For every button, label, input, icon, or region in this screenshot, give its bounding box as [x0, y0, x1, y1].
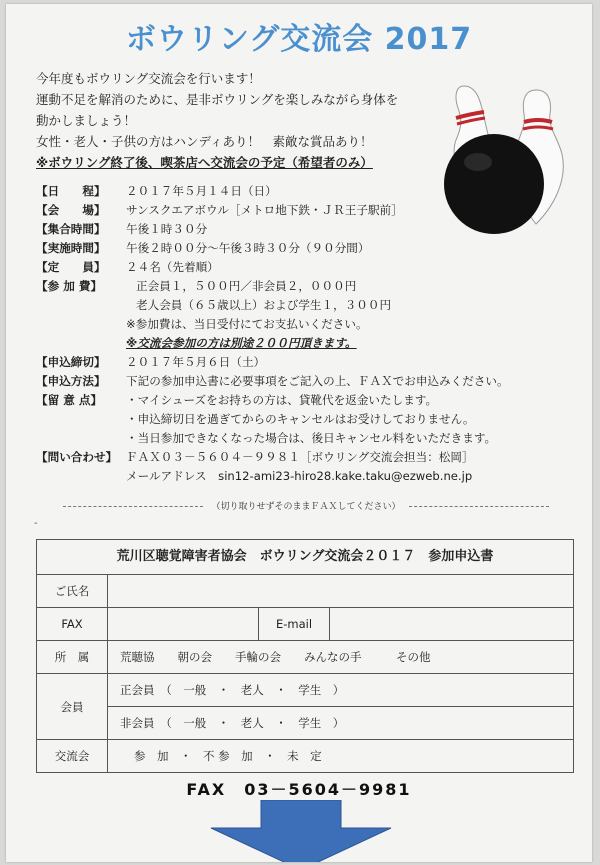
detail-row-method — [36, 372, 566, 391]
member-regular-option[interactable]: 正会員 （ 一般 ・ 老人 ・ 学生 ） — [108, 674, 573, 707]
detail-row-capacity — [36, 258, 566, 277]
form-row-party — [37, 740, 573, 772]
detail-value: ・マイシューズをお持ちの方は、貸靴代を返金いたします。 — [126, 393, 438, 407]
detail-row-gather — [36, 220, 566, 239]
detail-row-contact — [36, 448, 566, 467]
dashed-divider — [63, 506, 203, 507]
member-non-option[interactable]: 非会員 （ 一般 ・ 老人 ・ 学生 ） — [120, 716, 345, 730]
form-label: 所 属 — [37, 641, 108, 673]
detail-row-fee — [36, 277, 566, 296]
party-options[interactable]: 参 加 ・ 不 参 加 ・ 未 定 — [134, 749, 322, 763]
cut-mark: - — [34, 518, 38, 529]
fax-number-footer: FAX 03－5604－9981 — [186, 780, 412, 799]
form-row-contact — [37, 608, 573, 641]
form-label: 交流会 — [37, 740, 108, 772]
detail-label: 【留 意 点】 — [36, 393, 103, 407]
detail-value: サンスクエアボウル［メトロ地下鉄・ＪＲ王子駅前］ — [126, 203, 403, 217]
notes-item: ・申込締切日を過ぎてからのキャンセルはお受けしておりません。 — [126, 412, 475, 426]
detail-value: ２０１７年５月１４日（日） — [126, 184, 277, 198]
event-details — [36, 182, 566, 486]
intro-line: 今年度もボウリング交流会を行います！ — [36, 71, 261, 86]
detail-value: ２４名（先着順） — [126, 260, 219, 274]
name-field[interactable] — [108, 575, 573, 607]
page-title: ボウリング交流会 2017 — [125, 22, 473, 57]
detail-label: 【問い合わせ】 — [36, 450, 118, 464]
detail-value: 午後２時００分～午後３時３０分（９０分間） — [126, 241, 370, 255]
intro-line: 動かしましょう！ — [36, 113, 137, 128]
contact-email: メールアドレス sin12-ami23-hiro28.kake.taku@ezweb.ne.jp — [126, 469, 473, 483]
detail-value: ２０１７年５月６日（土） — [126, 355, 266, 369]
intro-note: ※ボウリング終了後、喫茶店へ交流会の予定（希望者のみ） — [36, 155, 373, 170]
form-row-member — [37, 674, 573, 740]
detail-row-time — [36, 239, 566, 258]
form-label: FAX — [37, 608, 108, 640]
intro-line: 運動不足を解消のために、是非ボウリングを楽しみながら身体を — [36, 92, 399, 107]
detail-label: 【参 加 費】 — [36, 279, 103, 293]
form-row-affiliation — [37, 641, 573, 674]
flyer-page — [6, 4, 592, 862]
detail-label: 【申込方法】 — [36, 374, 106, 388]
form-label: 会員 — [37, 674, 108, 739]
detail-row-deadline — [36, 353, 566, 372]
down-arrow-icon — [186, 800, 416, 862]
form-row-name — [37, 575, 573, 608]
detail-value: 下記の参加申込書に必要事項をご記入の上、ＦＡＸでお申込みください。 — [126, 374, 509, 388]
fax-field[interactable] — [108, 608, 259, 640]
detail-row-date — [36, 182, 566, 201]
affiliation-options[interactable]: 荒聴協 朝の会 手輪の会 みんなの手 その他 — [120, 650, 431, 664]
cut-line — [36, 499, 576, 512]
notes-item: ・当日参加できなくなった場合は、後日キャンセル料をいただきます。 — [126, 431, 497, 445]
detail-row-venue — [36, 201, 566, 220]
detail-row-notes — [36, 391, 566, 410]
email-field[interactable] — [330, 608, 573, 640]
detail-value: 午後１時３０分 — [126, 222, 208, 236]
intro-text — [36, 68, 398, 173]
detail-label: 【実施時間】 — [36, 241, 106, 255]
detail-label: 【申込締切】 — [36, 355, 106, 369]
form-label: E-mail — [259, 608, 330, 640]
form-header: 荒川区聴覚障害者協会 ボウリング交流会２０１７ 参加申込書 — [37, 540, 573, 575]
intro-line: 女性・老人・子供の方はハンディあり！ 素敵な賞品あり！ — [36, 134, 373, 149]
detail-value: 正会員１，５００円／非会員２，０００円 — [136, 279, 357, 293]
application-form — [36, 539, 574, 773]
detail-value: ＦＡＸ０３－５６０４－９９８１［ボウリング交流会担当：松岡］ — [126, 450, 474, 464]
detail-label: 【日 程】 — [36, 184, 106, 198]
fee-note-party: ※交流会参加の方は別途２００円頂きます。 — [126, 336, 357, 350]
fee-note: ※参加費は、当日受付にてお支払いください。 — [126, 317, 368, 331]
form-label: ご氏名 — [37, 575, 108, 607]
dashed-divider — [409, 506, 549, 507]
cut-instruction: （切り取りせずそのままＦＡＸしてください） — [211, 502, 401, 512]
detail-label: 【集合時間】 — [36, 222, 106, 236]
detail-label: 【会 場】 — [36, 203, 106, 217]
detail-label: 【定 員】 — [36, 260, 106, 274]
member-options — [108, 674, 573, 739]
fee-line: 老人会員（６５歳以上）および学生１，３００円 — [136, 298, 392, 312]
